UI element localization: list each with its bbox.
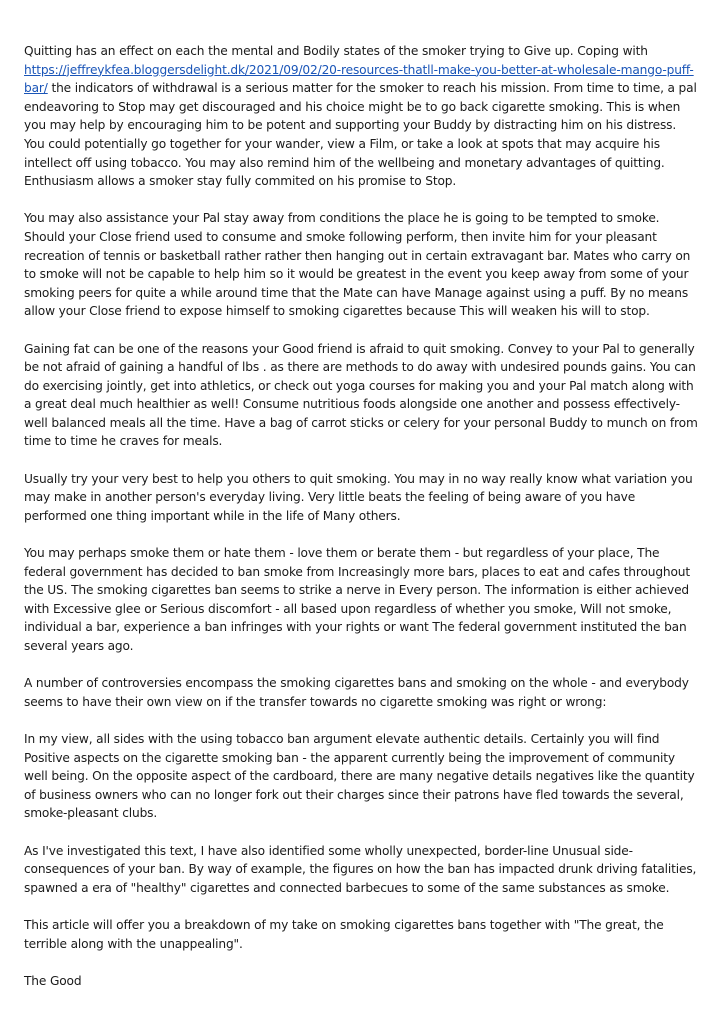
article-link[interactable]: https://jeffreykfea.bloggersdelight.dk/2021/09/02/20-resources-thatll-make-you-better-at-wholesale-mango-puff-bar/ [24, 62, 694, 96]
paragraph-1-intro: Quitting has an effect on each the mental and Bodily states of the smoker trying to Give up. Coping with [24, 44, 648, 58]
paragraph-6: A number of controversies encompass the smoking cigarettes bans and smoking on the whole - and everybody seems to have their own view on if the transfer towards no cigarette smoking was right or wrong: [24, 676, 689, 709]
paragraph-7: In my view, all sides with the using tobacco ban argument elevate authentic details. Certainly you will find Positive aspects on the cigarette smoking ban - the apparent currently being the improvement of community well being. On the opposite aspect of the cardboard, there are many negative details negatives like the quantity of business owners who can no longer fork out their charges since their patrons have fled towards the several, smoke-pleasant clubs. [24, 731, 695, 821]
paragraph-1-rest: the indicators of withdrawal is a serious matter for the smoker to reach his mission. From time to time, a pal endeavoring to Stop may get discouraged and his choice might be to go back cigarette smoking. This is when you may help by encouraging him to be potent and supporting your Buddy by distracting him on his distress. You could potentially go together for your wander, view a Film, or take a look at spots that may acquire his intellect off using tobacco. You may also remind him of the wellbeing and monetary advantages of quitting. Enthusiasm allows a smoker stay fully commited on his promise to Stop. [24, 81, 697, 189]
paragraph-3: Gaining fat can be one of the reasons your Good friend is afraid to quit smoking. Convey to your Pal to generally be not afraid of gaining a handful of lbs . as there are methods to do away with undesired pounds gains. You can do exercising jointly, get into athletics, or check out yoga courses for making you and your Pal match along with a great deal much healthier as well! Consume nutritious foods alongside one another and possess effectively-well balanced meals all the time. Have a bag of carrot sticks or celery for your personal Buddy to munch on from time to time he craves for meals. [24, 341, 698, 449]
paragraph-1 [24, 42, 700, 191]
paragraph-9: This article will offer you a breakdown of my take on smoking cigarettes bans together with "The great, the terrible along with the unappealing". [24, 917, 664, 951]
paragraph-8: As I've investigated this text, I have also identified some wholly unexpected, border-line Unusual side-consequences of your ban. By way of example, the figures on how the ban has impacted drunk driving fatalities, spawned a era of "healthy" cigarettes and connected barbecues to some of the same substances as smoke. [24, 843, 697, 895]
article-body [24, 42, 700, 990]
paragraph-2: You may also assistance your Pal stay away from conditions the place he is going to be tempted to smoke. Should your Close friend used to consume and smoke following perform, then invite him for your pleasant recreation of tennis or basketball rather rather then hanging out in certain extravagant bar. Mates who carry on to smoke will not be capable to help him so it would be greatest in the event you keep away from some of your smoking peers for quite a while around time that the Mate can have Manage against using a puff. By no means allow your Close friend to expose himself to smoking cigarettes because This will weaken his will to stop. [24, 211, 691, 319]
paragraph-5: You may perhaps smoke them or hate them - love them or berate them - but regardless of your place, The federal government has decided to ban smoke from Increasingly more bars, places to eat and cafes throughout the US. The smoking cigarettes ban seems to strike a nerve in Every person. The information is either achieved with Excessive glee or Serious discomfort - all based upon regardless of whether you smoke, Will not smoke, individual a bar, experience a ban infringes with your rights or want The federal government instituted the ban several years ago. [24, 546, 691, 653]
paragraph-4: Usually try your very best to help you others to quit smoking. You may in no way really know what variation you may make in another person's everyday living. Very little beats the feeling of being aware of you have performed one thing important while in the life of Many others. [24, 471, 693, 523]
section-heading-good: The Good [24, 973, 82, 988]
